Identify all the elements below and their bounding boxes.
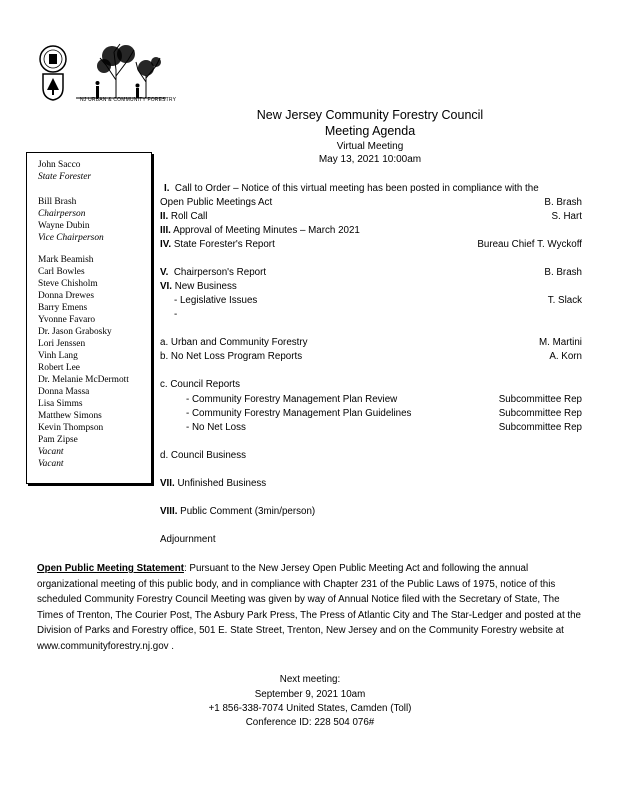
item-text: New Business bbox=[174, 281, 237, 292]
item-text: Roll Call bbox=[170, 211, 208, 222]
member-name: Wayne Dubin bbox=[38, 221, 90, 231]
item-number: III. bbox=[160, 225, 171, 236]
item-text: Approval of Meeting Minutes – March 2021 bbox=[173, 225, 360, 236]
member-name: Steve Chisholm bbox=[38, 279, 98, 289]
next-meeting-date: September 9, 2021 10am bbox=[254, 689, 366, 700]
item-owner: Subcommittee Rep bbox=[498, 408, 582, 419]
item-owner: B. Brash bbox=[544, 267, 582, 278]
agenda-subitem: - Community Forestry Management Plan Guidelines bbox=[186, 408, 412, 419]
item-owner: Subcommittee Rep bbox=[498, 394, 582, 405]
agenda-item-1-cont: Open Public Meetings Act bbox=[160, 197, 273, 208]
item-text: Call to Order – Notice of this virtual meeting has been posted in compliance with the bbox=[174, 183, 539, 194]
statement-label: Open Public Meeting Statement bbox=[37, 563, 184, 574]
item-text: State Forester's Report bbox=[173, 239, 275, 250]
member-name: Mark Beamish bbox=[38, 255, 94, 265]
agenda-item-d: d. Council Business bbox=[160, 450, 247, 461]
agenda-item-4 bbox=[160, 239, 275, 250]
member-name: Vinh Lang bbox=[38, 351, 78, 361]
item-number: II. bbox=[160, 211, 169, 222]
meeting-date: May 13, 2021 10:00am bbox=[318, 154, 422, 165]
member-name: Bill Brash bbox=[38, 197, 77, 207]
item-number: VII. bbox=[160, 478, 175, 489]
agenda-subitem: - No Net Loss bbox=[186, 422, 246, 433]
item-number: VIII. bbox=[160, 506, 178, 517]
council-members-box bbox=[26, 152, 152, 484]
open-public-meeting-statement bbox=[37, 561, 585, 655]
member-name: Pam Zipse bbox=[38, 435, 78, 445]
item-owner: A. Korn bbox=[549, 351, 582, 362]
item-number: I. bbox=[164, 183, 170, 194]
next-meeting-label: Next meeting: bbox=[279, 674, 341, 685]
member-name: Dr. Jason Grabosky bbox=[38, 327, 112, 337]
urban-forestry-trees-logo bbox=[76, 40, 166, 100]
page-title: Meeting Agenda bbox=[324, 124, 416, 138]
member-name: Barry Emens bbox=[38, 303, 88, 313]
agenda-subitem: - Community Forestry Management Plan Review bbox=[186, 394, 398, 405]
member-name: Donna Drewes bbox=[38, 291, 94, 301]
member-role: Chairperson bbox=[38, 209, 86, 219]
meeting-type: Virtual Meeting bbox=[336, 141, 404, 152]
member-name: Donna Massa bbox=[38, 387, 90, 397]
member-role: Vice Chairperson bbox=[38, 233, 104, 243]
statement-text: : Pursuant to the New Jersey Open Public Meeting Act and following the annual organizational meeting of this public body, and in compliance with Chapter 231 of the Public Laws of 1975, notice of this scheduled Community Forestry Council Meeting was given by way of Annual Notice filed with the Secretary of State, The Times of Trenton, The Courier Post, The Asbury Park Press, The Press of Atlantic City and The Star-Ledger and posted at the Division of Parks and Forestry office, 501 E. State Street, Trenton, New Jersey and on the Community Forestry website at www.communityforestry.nj.gov . bbox=[37, 563, 582, 652]
item-owner: Subcommittee Rep bbox=[498, 422, 582, 433]
next-meeting-phone: +1 856-338-7074 United States, Camden (Toll) bbox=[208, 703, 412, 714]
organization-name: New Jersey Community Forestry Council bbox=[256, 108, 484, 122]
agenda-item-3 bbox=[160, 225, 360, 236]
member-name: Dr. Melanie McDermott bbox=[38, 375, 129, 385]
member-name: Vacant bbox=[38, 447, 64, 457]
item-text: Public Comment (3min/person) bbox=[180, 506, 316, 517]
member-name: Yvonne Favaro bbox=[38, 315, 96, 325]
member-name: Matthew Simons bbox=[38, 411, 102, 421]
member-name: Carl Bowles bbox=[38, 267, 85, 277]
agenda-item-5 bbox=[160, 267, 266, 278]
member-name: John Sacco bbox=[38, 160, 81, 170]
member-role: State Forester bbox=[38, 172, 92, 182]
next-meeting-conference-id: Conference ID: 228 504 076# bbox=[245, 717, 375, 728]
agenda-item-b: b. No Net Loss Program Reports bbox=[160, 351, 303, 362]
item-text: Chairperson's Report bbox=[173, 267, 267, 278]
logo-caption: NJ URBAN & COMMUNITY FORESTRY bbox=[80, 97, 177, 103]
agenda-subitem: - Legislative Issues bbox=[174, 295, 258, 306]
item-owner: S. Hart bbox=[551, 211, 582, 222]
agenda-item-1 bbox=[164, 183, 539, 194]
member-name: Lori Jenssen bbox=[38, 339, 86, 349]
item-number: IV. bbox=[160, 239, 172, 250]
member-name: Lisa Simms bbox=[38, 399, 83, 409]
agenda-item-8 bbox=[160, 506, 315, 517]
member-name: Vacant bbox=[38, 459, 64, 469]
agenda-item-2 bbox=[160, 211, 207, 222]
member-name: Robert Lee bbox=[38, 363, 80, 373]
item-number: VI. bbox=[160, 281, 172, 292]
agenda-item-c: c. Council Reports bbox=[160, 379, 241, 390]
item-owner: T. Slack bbox=[547, 295, 582, 306]
adjournment: Adjournment bbox=[160, 534, 216, 545]
agenda-item-a: a. Urban and Community Forestry bbox=[160, 337, 308, 348]
item-number: V. bbox=[160, 267, 169, 278]
forestry-badge-icon bbox=[40, 70, 66, 102]
member-name: Kevin Thompson bbox=[38, 423, 104, 433]
agenda-item-7 bbox=[160, 478, 266, 489]
item-owner: M. Martini bbox=[538, 337, 582, 348]
agenda-item-6 bbox=[160, 281, 237, 292]
item-owner: B. Brash bbox=[544, 197, 582, 208]
item-owner: Bureau Chief T. Wyckoff bbox=[477, 239, 582, 250]
item-text: Unfinished Business bbox=[177, 478, 267, 489]
agenda-subitem: - bbox=[174, 309, 178, 320]
